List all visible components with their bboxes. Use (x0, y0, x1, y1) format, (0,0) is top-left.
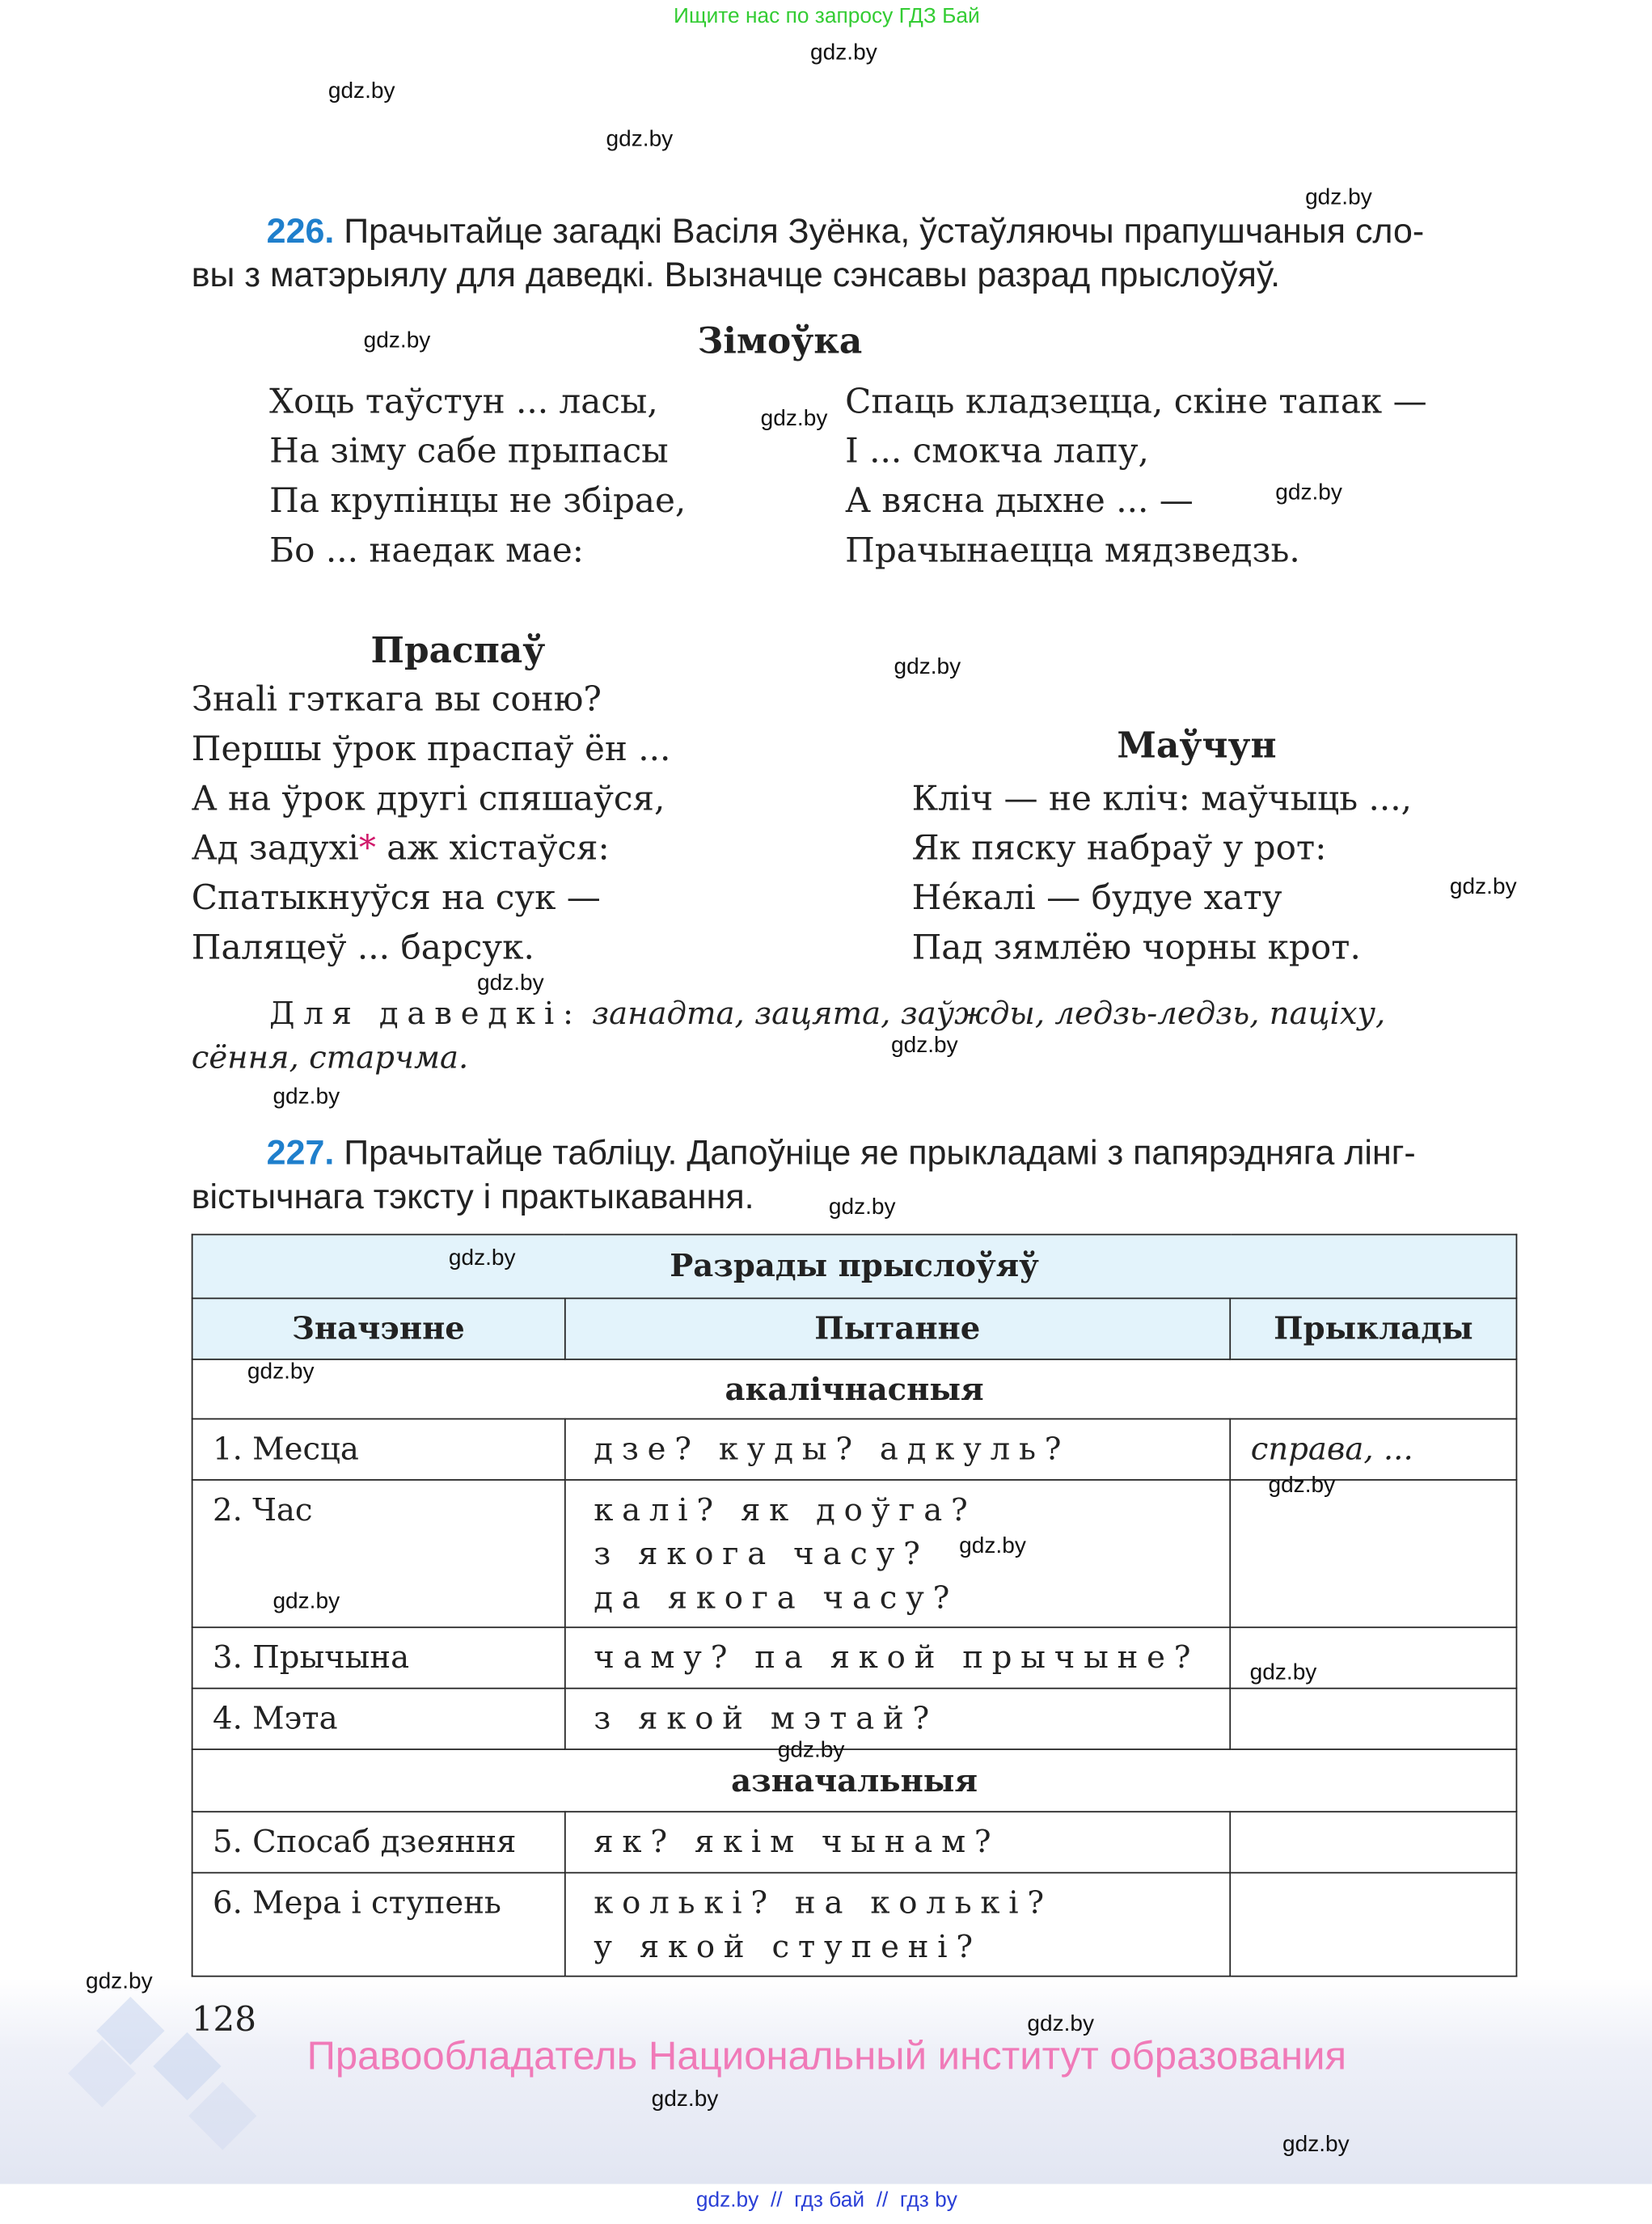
poem-line: Кліч — не кліч: маўчыць ..., (911, 778, 1413, 818)
watermark: gdz.by (1027, 2012, 1095, 2037)
example-cell[interactable] (1230, 1480, 1516, 1627)
watermark: gdz.by (327, 79, 395, 104)
watermark: gdz.by (85, 1969, 153, 1994)
meaning-cell: 1. Месца (192, 1419, 565, 1479)
question-line: колькі? на колькі? (594, 1886, 1053, 1922)
poem-zimouka-right (845, 377, 1427, 576)
question-cell: дзе? куды? адкуль? (564, 1419, 1230, 1479)
watermark: gdz.by (760, 407, 828, 432)
question-cell (564, 1480, 1230, 1627)
poem-line: Знalі гэткага вы соню? (191, 679, 602, 720)
question-cell: як? якім чынам? (564, 1812, 1230, 1872)
poem-line: Як пяску набраў у рот: (911, 828, 1327, 869)
poem-line: А на ўрок другі спяшаўся, (191, 778, 665, 818)
poem-line: Пад зямлёю чорны крот. (911, 927, 1361, 967)
watermark: gdz.by (448, 1246, 516, 1271)
adverb-categories-table (192, 1234, 1518, 1977)
watermark: gdz.by (1449, 874, 1517, 899)
poem-line: І ... смокча лапу, (845, 431, 1149, 471)
meaning-cell: 4. Мэта (192, 1689, 565, 1749)
poem-title-praspau: Праспаў (370, 629, 546, 671)
poem-title-zimouka: Зімоўка (697, 320, 863, 362)
page-number: 128 (191, 1999, 257, 2040)
poem-mauchun (912, 774, 1412, 973)
poem-zimouka-left (269, 377, 686, 576)
poem-line: Хоць таўстун ... ласы, (269, 381, 658, 421)
question-line: у якой ступені? (594, 1930, 982, 1966)
poem-line: Прачынаецца мядзведзь. (845, 530, 1300, 570)
table-row (192, 1873, 1517, 1977)
poem-line: На зіму сабе прыпасы (269, 431, 669, 471)
example-cell: справа, ... (1230, 1419, 1516, 1479)
watermark: gdz.by (1282, 2133, 1350, 2158)
meaning-cell: 2. Час (192, 1480, 565, 1627)
exercise-227-line2: вістычнага тэксту і практыкавання. (191, 1178, 754, 1217)
poem-praspau (192, 675, 671, 973)
poem-line: Паляцеў ... барсук. (191, 927, 534, 967)
example-cell[interactable] (1230, 1812, 1516, 1872)
watermark: gdz.by (247, 1359, 315, 1385)
decorative-diamond (153, 2032, 221, 2100)
watermark: gdz.by (891, 1034, 958, 1059)
question-cell (564, 1873, 1230, 1977)
exercise-226-line2: вы з матэрыялу для даведкі. Вызначце сэнсавы разрад прыслоўяў. (191, 256, 1281, 295)
watermark: gdz.by (1275, 480, 1342, 505)
group-header: акалічнасныя (192, 1359, 1517, 1419)
table-row (192, 1689, 1517, 1749)
poem-text: аж хістаўся: (387, 828, 610, 869)
poem-title-mauchun: Маўчун (1117, 725, 1277, 766)
exercise-226-line1 (267, 210, 1425, 254)
question-cell: з якой мэтай? (564, 1689, 1230, 1749)
table-row (192, 1627, 1517, 1688)
decorative-diamond (188, 2082, 256, 2150)
footnote-asterisk[interactable]: * (358, 828, 376, 869)
question-line: з якога часу? (594, 1537, 929, 1573)
watermark: gdz.by (606, 127, 674, 152)
watermark: gdz.by (1305, 185, 1372, 210)
meaning-cell: 5. Спосаб дзеяння (192, 1812, 565, 1872)
table-row (192, 1480, 1517, 1627)
watermark: gdz.by (1249, 1660, 1317, 1685)
watermark: gdz.by (273, 1085, 340, 1110)
watermark: gdz.by (777, 1738, 845, 1763)
reference-line1 (269, 990, 1385, 1039)
exercise-text: Прачытайце табліцу. Дапоўніце яе прыкладамі з папярэдняга лінг- (344, 1134, 1416, 1173)
poem-line: Спатыкнуўся на сук — (191, 877, 601, 918)
column-header: Пытанне (564, 1298, 1230, 1359)
reference-line2: сёння, старчма. (191, 1041, 469, 1076)
meaning-cell: 3. Прычына (192, 1627, 565, 1688)
exercise-number: 226. (266, 213, 335, 252)
exercise-text: Прачытайце загадкі Васіля Зуёнка, ўстаўляючы прапушчаныя сло- (344, 213, 1425, 252)
meaning-cell: 6. Мера і ступень (192, 1873, 565, 1977)
table-row (192, 1419, 1517, 1479)
footer-links[interactable]: gdz.by // гдз бай // гдз by (695, 2188, 957, 2213)
exercise-number: 227. (266, 1134, 335, 1173)
poem-line: Бо ... наедак мае: (269, 530, 584, 570)
example-cell[interactable] (1230, 1873, 1516, 1977)
table-row (192, 1812, 1517, 1872)
poem-line: Спаць кладзецца, скіне тапак — (845, 381, 1427, 421)
copyright-notice: Правообладатель Национальный институт образования (306, 2033, 1347, 2078)
watermark: gdz.by (894, 655, 961, 679)
question-line: калі? як доўга? (594, 1493, 977, 1529)
watermark: gdz.by (273, 1589, 340, 1614)
question-line: да якога часу? (594, 1581, 959, 1617)
table-caption: Разрады прыслоўяў (192, 1235, 1517, 1299)
column-header: Прыклады (1230, 1298, 1516, 1359)
poem-text: Ад задухі (191, 828, 359, 869)
poem-line: Першы ўрок праспаў ён ... (191, 729, 671, 769)
column-header: Значэнне (192, 1298, 565, 1359)
watermark: gdz.by (363, 328, 431, 353)
question-cell: чаму? па якой прычыне? (564, 1627, 1230, 1688)
search-banner[interactable]: Ищите нас по запросу ГДЗ Бай (674, 4, 980, 29)
poem-line: Не́калі — будуе хату (911, 877, 1282, 918)
reference-label: Для даведкі: (269, 996, 582, 1033)
group-header: азначальныя (192, 1749, 1517, 1812)
watermark: gdz.by (1268, 1473, 1336, 1498)
watermark: gdz.by (828, 1195, 896, 1220)
watermark: gdz.by (959, 1534, 1026, 1559)
watermark: gdz.by (476, 971, 544, 996)
watermark: gdz.by (810, 40, 877, 66)
poem-line: А вясна дыхне ... — (845, 480, 1194, 521)
poem-line (192, 824, 671, 873)
poem-line: Па крупінцы не збірае, (269, 480, 687, 521)
exercise-227-line1 (267, 1131, 1416, 1175)
reference-words: занадта, зацята, заўжды, ледзь-ледзь, паціху, (592, 996, 1386, 1033)
example-cell[interactable] (1230, 1689, 1516, 1749)
watermark: gdz.by (651, 2087, 719, 2112)
